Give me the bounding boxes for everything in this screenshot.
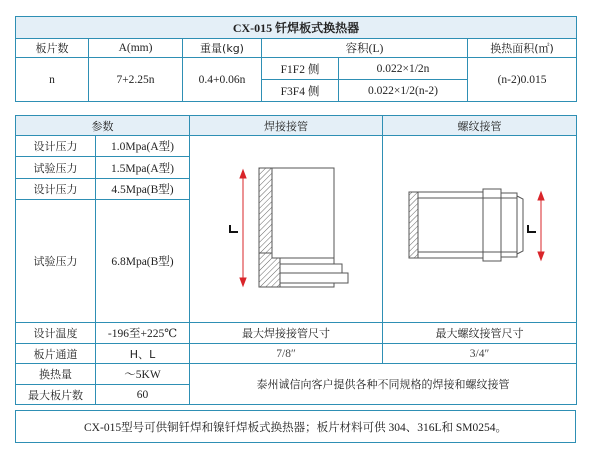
param-value: 1.5Mpa(A型): [96, 157, 190, 178]
header-thread: 螺纹接管: [383, 116, 577, 136]
param-label: 设计压力: [16, 178, 96, 199]
param-value: H、L: [96, 344, 190, 364]
weld-max-label: 最大焊接接管尺寸: [190, 323, 383, 344]
thread-max-label: 最大螺纹接管尺寸: [383, 323, 577, 344]
param-value: 60: [96, 385, 190, 405]
param-label: 设计压力: [16, 136, 96, 157]
param-label: 最大板片数: [16, 385, 96, 405]
weld-max-value: 7/8″: [190, 344, 383, 364]
cell-a: 7+2.25n: [89, 58, 183, 102]
param-value: 4.5Mpa(B型): [96, 178, 190, 199]
table-title: CX-015 钎焊板式换热器: [16, 17, 577, 39]
param-label: 换热量: [16, 364, 96, 385]
header-plates: 板片数: [16, 39, 89, 58]
header-a: A(mm): [89, 39, 183, 58]
cell-f3f4-label: F3F4 侧: [262, 80, 339, 102]
param-value: 1.0Mpa(A型): [96, 136, 190, 157]
header-volume: 容积(L): [262, 39, 468, 58]
param-label: 试验压力: [16, 200, 96, 323]
param-value: 6.8Mpa(B型): [96, 200, 190, 323]
material-note: CX-015型号可供铜钎焊和镍钎焊板式换热器；板片材料可供 304、316L和 SM0254。: [16, 411, 576, 443]
cell-f3f4-value: 0.022×1/2(n-2): [339, 80, 468, 102]
weld-pipe-drawing: [190, 136, 383, 319]
cell-area: (n-2)0.015: [468, 58, 577, 102]
param-value: ～5KW: [96, 364, 190, 385]
cell-weight: 0.4+0.06n: [183, 58, 262, 102]
weld-drawing-cell: [190, 136, 383, 323]
param-label: 板片通道: [16, 344, 96, 364]
cell-f1f2-label: F1F2 侧: [262, 58, 339, 80]
parameters-table: [15, 115, 577, 405]
param-value: -196至+225℃: [96, 323, 190, 344]
header-weld: 焊接接管: [190, 116, 383, 136]
footer-table: [15, 410, 576, 443]
param-label: 试验压力: [16, 157, 96, 178]
cell-f1f2-value: 0.022×1/2n: [339, 58, 468, 80]
thread-pipe-drawing: [383, 136, 577, 319]
header-weight: 重量(kg): [183, 39, 262, 58]
cell-plates: n: [16, 58, 89, 102]
connector-note: 泰州诚信向客户提供各种不同规格的焊接和螺纹接管: [190, 364, 577, 405]
header-params: 参数: [16, 116, 190, 136]
thread-max-value: 3/4″: [383, 344, 577, 364]
specs-table: [15, 16, 577, 102]
thread-drawing-cell: [383, 136, 577, 323]
param-label: 设计温度: [16, 323, 96, 344]
header-area: 换热面积(㎡): [468, 39, 577, 58]
